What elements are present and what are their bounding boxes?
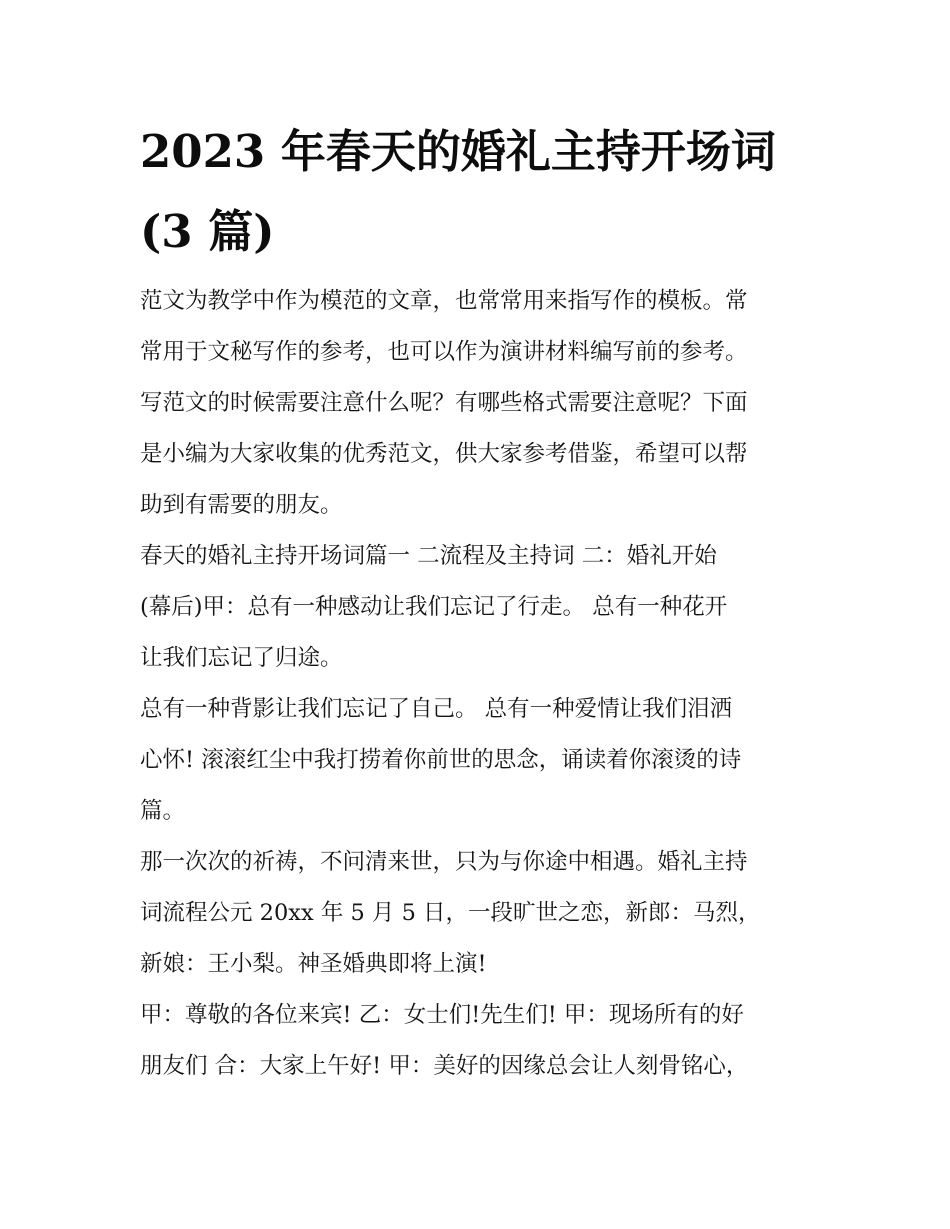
body-line: 写范文的时候需要注意什么呢？有哪些格式需要注意呢？下面: [140, 390, 748, 416]
body-line: (幕后)甲：总有一种感动让我们忘记了行走。 总有一种花开: [140, 594, 728, 620]
document-body: [140, 276, 830, 1092]
body-line: 是小编为大家收集的优秀范文，供大家参考借鉴，希望可以帮: [140, 441, 748, 467]
title-line-1: 2023 年春天的婚礼主持开场词: [140, 125, 776, 178]
body-line: 春天的婚礼主持开场词篇一 二流程及主持词 二：婚礼开始: [140, 543, 717, 569]
body-line: 总有一种背影让我们忘记了自己。 总有一种爱情让我们泪洒: [140, 696, 733, 722]
body-line: 助到有需要的朋友。: [140, 492, 343, 518]
body-line: 常用于文秘写作的参考，也可以作为演讲材料编写前的参考。: [140, 339, 748, 365]
body-line: 朋友们 合：大家上午好! 甲：美好的因缘总会让人刻骨铭心，: [140, 1053, 749, 1079]
body-line: 让我们忘记了归途。: [140, 645, 343, 671]
body-line: 甲：尊敬的各位来宾! 乙：女士们!先生们! 甲：现场所有的好: [140, 1002, 744, 1028]
body-line: 篇。: [140, 798, 186, 824]
body-line: 心怀! 滚滚红尘中我打捞着你前世的思念，诵读着你滚烫的诗: [140, 747, 742, 773]
body-line: 那一次次的祈祷，不问清来世，只为与你途中相遇。婚礼主持: [140, 849, 748, 875]
title-line-2: (3 篇): [140, 205, 275, 258]
body-line: 新娘：王小梨。神圣婚典即将上演!: [140, 951, 487, 977]
body-line: 词流程公元 20xx 年 5 月 5 日，一段旷世之恋，新郎：马烈，: [140, 900, 761, 926]
body-line: 范文为教学中作为模范的文章，也常常用来指写作的模板。常: [140, 288, 748, 314]
document-title: [140, 112, 820, 272]
